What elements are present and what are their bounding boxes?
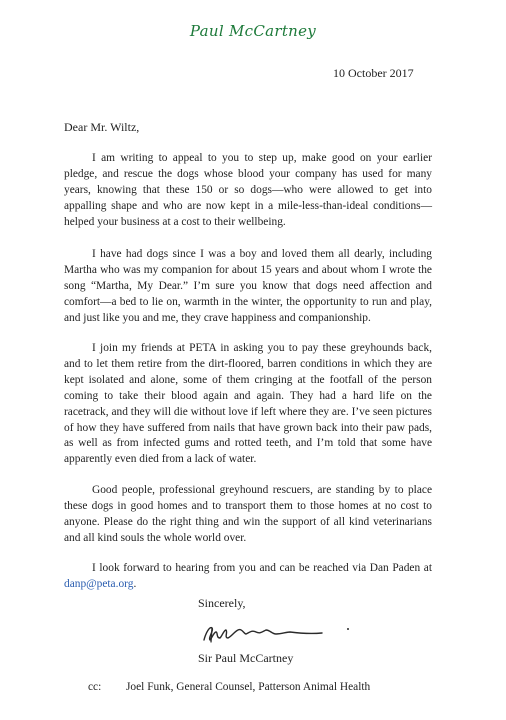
- letter-date: 10 October 2017: [333, 66, 414, 80]
- handwritten-signature: [198, 618, 358, 648]
- cc-label: cc:: [88, 681, 102, 693]
- signer-name: Sir Paul McCartney: [198, 651, 294, 665]
- salutation: Dear Mr. Wiltz,: [64, 120, 140, 134]
- letterhead-name: Paul McCartney: [189, 22, 317, 40]
- closing: Sincerely,: [198, 596, 246, 610]
- body-paragraph-1: I am writing to appeal to you to step up, make good on your earlier pledge, and rescue the dogs whose blood your company has used for many years, knowing that these 150 or so dogs—who were allowed to get into appalling shape and who are now kept in a mile-less-than-ideal conditions—helped your business at a cost to their wellbeing.: [64, 152, 432, 228]
- email-link[interactable]: danp@peta.org: [64, 577, 134, 590]
- body-paragraph-3: I join my friends at PETA in asking you to pay these greyhounds back, and to let them retire from the dirt-floored, barren conditions in which they are kept isolated and alone, some of them cringing at the footfall of the person coming to take their blood again and again. They had a hard life on the racetrack, and they will die without love if left where they are. I’ve seen pictures of how they have suffered from nails that have grown back into their paw pads, as well as from infected gums and rotted teeth, and I’m told that some have apparently even died from a lack of water.: [64, 342, 432, 466]
- body-paragraph-5: [64, 561, 432, 593]
- cc-recipient: Joel Funk, General Counsel, Patterson Animal Health: [126, 681, 371, 693]
- contact-text: I look forward to hearing from you and can be reached via Dan Paden at: [92, 562, 432, 574]
- body-paragraph-4: Good people, professional greyhound rescuers, are standing by to place these dogs in good homes and to transport them to those homes at no cost to anyone. Please do the right thing and win the support of all kind veterinarians and all kind souls the whole world over.: [64, 484, 432, 544]
- cc-line: [88, 681, 370, 693]
- contact-trailing: .: [133, 577, 137, 590]
- body-paragraph-2: I have had dogs since I was a boy and loved them all dearly, including Martha who was my companion for about 15 years and about whom I wrote the song “Martha, My Dear.” I’m sure you know that dogs need affection and comfort—a bed to lie on, warmth in the winter, the opportunity to run and play, and just like you and me, they crave happiness and companionship.: [64, 248, 432, 324]
